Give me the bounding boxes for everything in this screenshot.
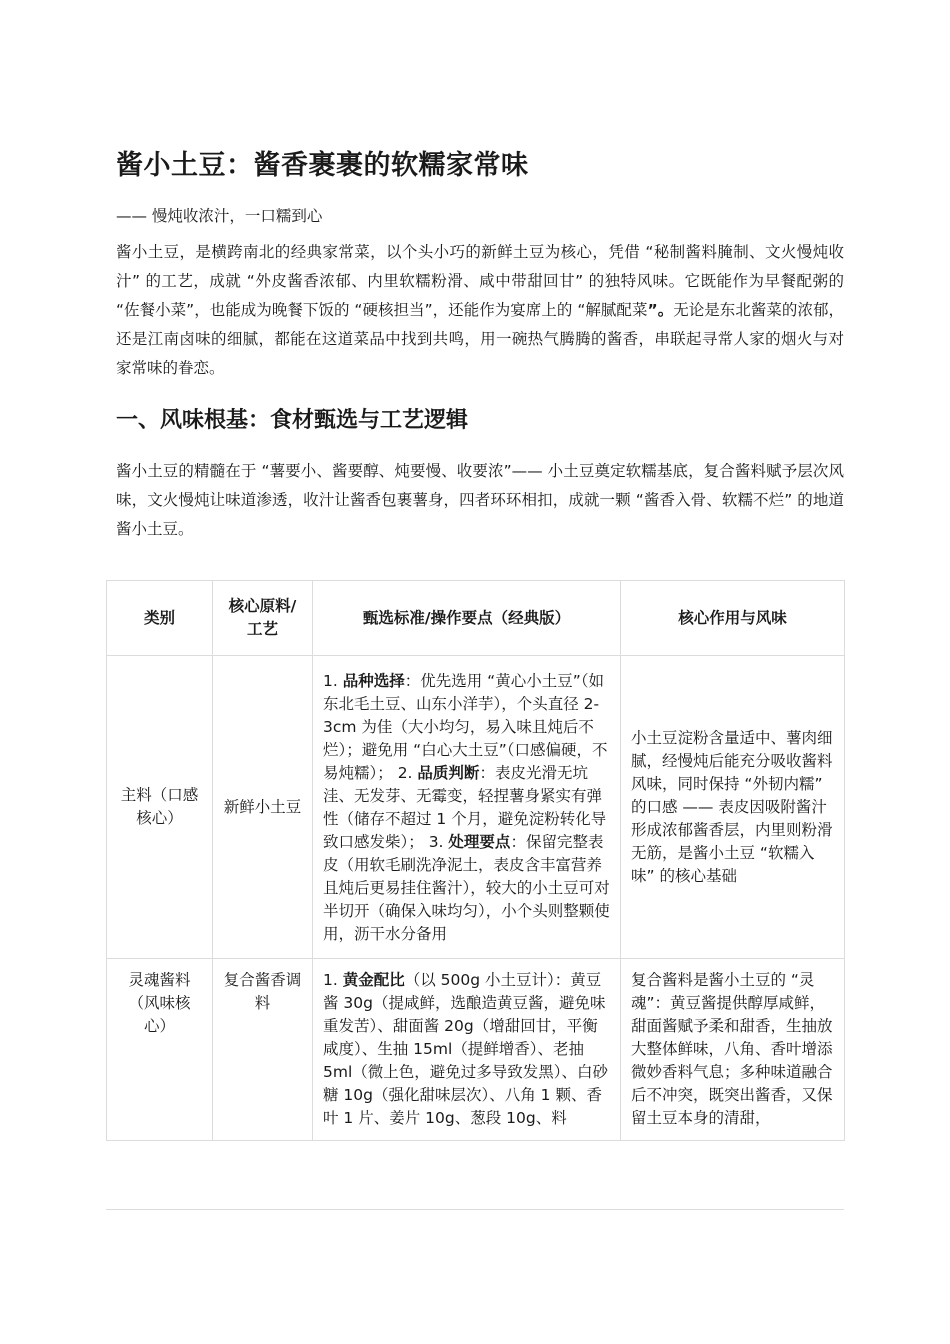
step-text: ：表皮光滑无坑洼、无发芽、无霉变，轻捏薯身紧实有弹性（储存不超过 1 个月，避免淀粉转化导致口感发柴）； (323, 764, 607, 851)
cell-standards (313, 656, 621, 959)
step-label: 黄金配比 (342, 971, 405, 989)
intro-text-bold: ”。 (647, 301, 674, 319)
cell-category: 灵魂酱料（风味核心） (107, 959, 213, 1141)
cell-category: 主料（口感核心） (107, 656, 213, 959)
step-text: （以 500g 小土豆计）：黄豆酱 30g（提咸鲜，选酿造黄豆酱，避免味重发苦）、甜面酱 20g（增甜回甘，平衡咸度）、生抽 15ml（提鲜增香）、老抽 5ml（微上色，避免过多导致发黑）、白砂糖 10g（强化甜味层次）、八角 1 颗、香叶 1 片、姜片 10g、葱段 10g、料 (323, 971, 609, 1127)
step-number: 2. (392, 764, 418, 782)
ingredients-table (106, 580, 845, 1141)
table-row (107, 656, 845, 959)
section-paragraph: 酱小土豆的精髓在于 “薯要小、酱要醇、炖要慢、收要浓”—— 小土豆奠定软糯基底，复合酱料赋予层次风味，文火慢炖让味道渗透，收汁让酱香包裹薯身，四者环环相扣，成就一颗 “酱香入骨、软糯不烂” 的地道酱小土豆。 (116, 462, 844, 538)
cell-effect: 小土豆淀粉含量适中、薯肉细腻，经慢炖后能充分吸收酱料风味，同时保持 “外韧内糯” 的口感 —— 表皮因吸附酱汁形成浓郁酱香层，内里则粉滑无筋，是酱小土豆 “软糯入味” 的核心基础 (621, 656, 845, 959)
step-number: 3. (423, 833, 449, 851)
table-row (107, 959, 845, 1141)
step-label: 品种选择 (342, 672, 405, 690)
step-label: 品质判断 (417, 764, 480, 782)
cell-effect: 复合酱料是酱小土豆的 “灵魂”：黄豆酱提供醇厚咸鲜，甜面酱赋予柔和甜香，生抽放大整体鲜味，八角、香叶增添微妙香料气息；多种味道融合后不冲突，既突出酱香，又保留土豆本身的清甜， (621, 959, 845, 1141)
header-category: 类别 (107, 581, 213, 656)
page-subtitle: —— 慢炖收浓汁，一口糯到心 (116, 207, 323, 225)
step-text: ：优先选用 “黄心小土豆”（如东北毛土豆、山东小洋芋），个头直径 2-3cm 为佳（大小均匀，易入味且炖后不烂）；避免用 “白心大土豆”（口感偏硬，不易炖糯）； (323, 672, 608, 782)
cell-material: 复合酱香调料 (213, 959, 313, 1141)
section-heading: 一、风味根基：食材甄选与工艺逻辑 (116, 408, 469, 433)
intro-text-2: 无论是东北酱菜的浓郁，还是江南卤味的细腻，都能在这道菜品中找到共鸣，用一碗热气腾腾的酱香，串联起寻常人家的烟火与对家常味的眷恋。 (116, 301, 844, 377)
page-title: 酱小土豆：酱香裹裹的软糯家常味 (116, 150, 529, 181)
table-header-row (107, 581, 845, 656)
header-effect: 核心作用与风味 (621, 581, 845, 656)
step-text: ：保留完整表皮（用软毛刷洗净泥土，表皮含丰富营养且炖后更易挂住酱汁），较大的小土豆可对半切开（确保入味均匀），小个头则整颗使用，沥干水分备用 (323, 833, 610, 943)
cell-standards (313, 959, 621, 1141)
header-material: 核心原料/工艺 (213, 581, 313, 656)
step-number: 1. (323, 672, 343, 690)
step-number: 1. (323, 971, 343, 989)
step-label: 处理要点 (448, 833, 511, 851)
intro-text-1: 酱小土豆，是横跨南北的经典家常菜，以个头小巧的新鲜土豆为核心，凭借 “秘制酱料腌制、文火慢炖收汁” 的工艺，成就 “外皮酱香浓郁、内里软糯粉滑、咸中带甜回甘” 的独特风味。它既能作为早餐配粥的 “佐餐小菜”，也能成为晚餐下饭的 “硬核担当”，还能作为宴席上的 “解腻配菜 (116, 243, 844, 319)
header-standards: 甄选标准/操作要点（经典版） (313, 581, 621, 656)
cell-material: 新鲜小土豆 (213, 656, 313, 959)
table-bottom-border (106, 1209, 844, 1210)
